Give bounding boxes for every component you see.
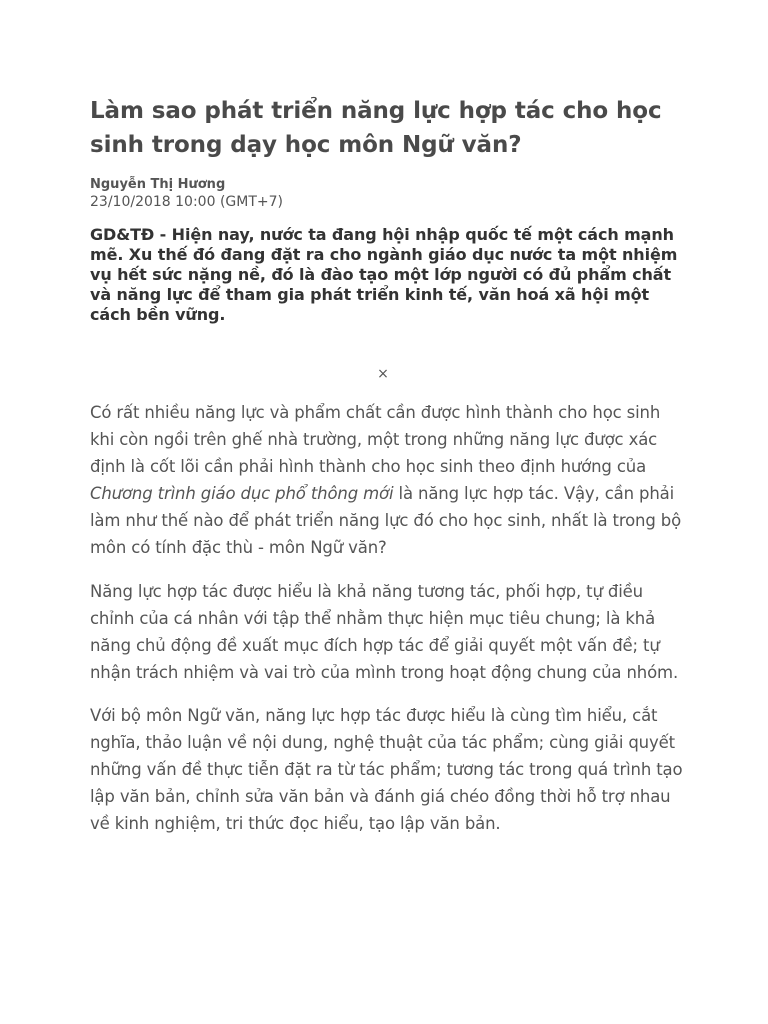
article	[90, 94, 690, 854]
article-lead: GD&TĐ - Hiện nay, nước ta đang hội nhập quốc tế một cách mạnh mẽ. Xu thế đó đang đặt ra cho ngành giáo dục nước ta một nhiệm vụ hết sức nặng nề, đó là đào tạo một lớp người có đủ phẩm chất và năng lực để tham gia phát triển kinh tế, văn hoá xã hội một cách bền vững.	[90, 225, 678, 324]
publish-date: 23/10/2018 10:00 (GMT+7)	[90, 194, 283, 210]
article-title: Làm sao phát triển năng lực hợp tác cho học sinh trong dạy học môn Ngữ văn?	[90, 98, 662, 158]
author-name[interactable]: Nguyễn Thị Hương	[90, 177, 226, 192]
paragraph-1-text-start: Có rất nhiều năng lực và phẩm chất cần được hình thành cho học sinh khi còn ngồi trên ghế nhà trường, một trong những năng lực được xác định là cốt lõi cần phải hình thành cho học sinh theo định hướng của	[90, 403, 661, 476]
paragraph-1-italic: Chương trình giáo dục phổ thông mới	[90, 484, 394, 503]
paragraph-1-text-end: là năng lực hợp tác. Vậy, cần phải làm như thế nào để phát triển năng lực đó cho học sinh, nhất là trong bộ môn có tính đặc thù - môn Ngữ văn?	[90, 484, 682, 557]
paragraph-2: Năng lực hợp tác được hiểu là khả năng tương tác, phối hợp, tự điều chỉnh của cá nhân với tập thể nhằm thực hiện mục tiêu chung; là khả năng chủ động đề xuất mục đích hợp tác để giải quyết một vấn đề; tự nhận trách nhiệm và vai trò của mình trong hoạt động chung của nhóm.	[90, 581, 679, 682]
close-icon[interactable]: ×	[377, 366, 389, 382]
paragraph-1	[90, 399, 688, 561]
paragraph-3: Với bộ môn Ngữ văn, năng lực hợp tác được hiểu là cùng tìm hiểu, cắt nghĩa, thảo luận về nội dung, nghệ thuật của tác phẩm; cùng giải quyết những vấn đề thực tiễn đặt ra từ tác phẩm; tương tác trong quá trình tạo lập văn bản, chỉnh sửa văn bản và đánh giá chéo đồng thời hỗ trợ nhau về kinh nghiệm, tri thức đọc hiểu, tạo lập văn bản.	[90, 706, 683, 833]
ad-close-row	[90, 363, 676, 385]
